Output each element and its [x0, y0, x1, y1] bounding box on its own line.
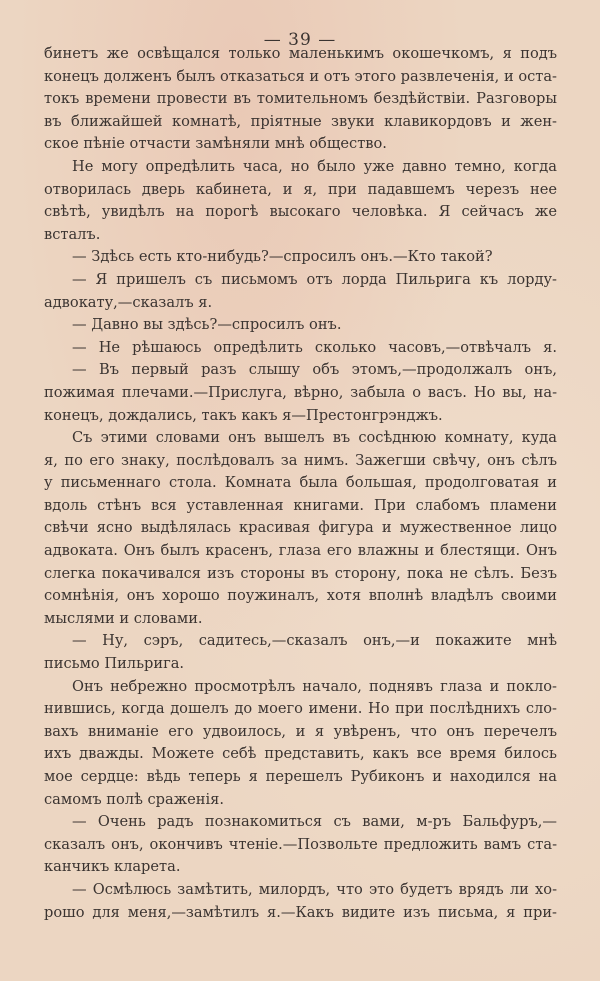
- text-line: всталъ.: [44, 225, 101, 243]
- text-line: мыслями и словами.: [44, 609, 203, 627]
- text-line: Онъ небрежно просмотрѣлъ начало, поднявъ глаза и покло-: [72, 677, 557, 695]
- text-line: Съ этими словами онъ вышелъ въ сосѣднюю комнату, куда: [72, 429, 557, 447]
- body-text: [44, 43, 557, 924]
- text-line: мое сердце: вѣдь теперь я перешелъ Рубиконъ и находился на: [44, 768, 557, 785]
- text-line: — Давно вы здѣсь?—спросилъ онъ.: [72, 316, 342, 334]
- text-line: адвоката. Онъ былъ красенъ, глаза его влажны и блестящи. Онъ: [44, 542, 557, 560]
- text-line: письмо Пильрига.: [44, 655, 185, 673]
- text-line: пожимая плечами.—Прислуга, вѣрно, забыла о васъ. Но вы, на-: [44, 383, 557, 401]
- text-line: свѣтѣ, увидѣлъ на порогѣ высокаго человѣка. Я сейчасъ же: [44, 203, 557, 221]
- text-line: — Здѣсь есть кто-нибудь?—спросилъ онъ.—Кто такой?: [72, 248, 493, 266]
- text-line: Не могу опредѣлить часа, но было уже давно темно, когда: [72, 157, 557, 175]
- text-line: у письменнаго стола. Комната была большая, продолговатая и: [44, 474, 557, 492]
- text-line: сказалъ онъ, окончивъ чтеніе.—Позвольте предложить вамъ ста-: [44, 835, 557, 853]
- text-line: рошо для меня,—замѣтилъ я.—Какъ видите изъ письма, я при-: [44, 903, 557, 921]
- text-line: въ ближайшей комнатѣ, пріятные звуки клавикордовъ и жен-: [44, 112, 557, 130]
- text-line: канчикъ кларета.: [44, 858, 181, 876]
- text-line: бинетъ же освѣщался только маленькимъ окошечкомъ, я подъ: [44, 45, 557, 62]
- text-line: вахъ вниманіе его удвоилось, и я увѣренъ, что онъ перечелъ: [44, 722, 557, 740]
- text-line: — Очень радъ познакомиться съ вами, м-ръ Бальфуръ,—: [72, 813, 557, 831]
- text-line: — Не рѣшаюсь опредѣлить сколько часовъ,—отвѣчалъ я.: [72, 338, 557, 356]
- text-line: ихъ дважды. Можете себѣ представить, какъ все время билось: [44, 745, 557, 763]
- text-line: конецъ, дождались, такъ какъ я—Престонгрэнджъ.: [44, 406, 443, 424]
- page-number: — 39 —: [263, 30, 337, 50]
- text-line: нившись, когда дошелъ до моего имени. Но при послѣднихъ сло-: [44, 700, 557, 718]
- text-line: сомнѣнія, онъ хорошо поужиналъ, хотя вполнѣ владѣлъ своими: [44, 587, 557, 605]
- text-line: слегка покачивался изъ стороны въ сторону, пока не сѣлъ. Безъ: [44, 564, 557, 582]
- text-line: конецъ долженъ былъ отказаться и отъ этого развлеченія, и оста-: [44, 67, 557, 85]
- text-line: — Я пришелъ съ письмомъ отъ лорда Пильрига къ лорду-: [72, 270, 557, 288]
- text-line: — Осмѣлюсь замѣтить, милордъ, что это будетъ врядъ ли хо-: [72, 880, 557, 898]
- text-line: — Въ первый разъ слышу объ этомъ,—продолжалъ онъ,: [72, 361, 557, 379]
- text-line: отворилась дверь кабинета, и я, при падавшемъ черезъ нее: [44, 180, 557, 198]
- text-line: ское пѣніе отчасти замѣняли мнѣ общество.: [44, 135, 387, 153]
- text-line: адвокату,—сказалъ я.: [44, 293, 213, 311]
- text-line: токъ времени провести въ томительномъ бездѣйствіи. Разговоры: [44, 90, 557, 108]
- text-line: вдоль стѣнъ вся уставленная книгами. При слабомъ пламени: [44, 496, 557, 514]
- text-line: я, по его знаку, послѣдовалъ за нимъ. Зажегши свѣчу, онъ сѣлъ: [44, 451, 557, 469]
- text-line: — Ну, сэръ, садитесь,—сказалъ онъ,—и покажите мнѣ: [72, 632, 557, 650]
- text-line: свѣчи ясно выдѣлялась красивая фигура и мужественное лицо: [44, 519, 557, 537]
- text-line: самомъ полѣ сраженія.: [44, 790, 225, 808]
